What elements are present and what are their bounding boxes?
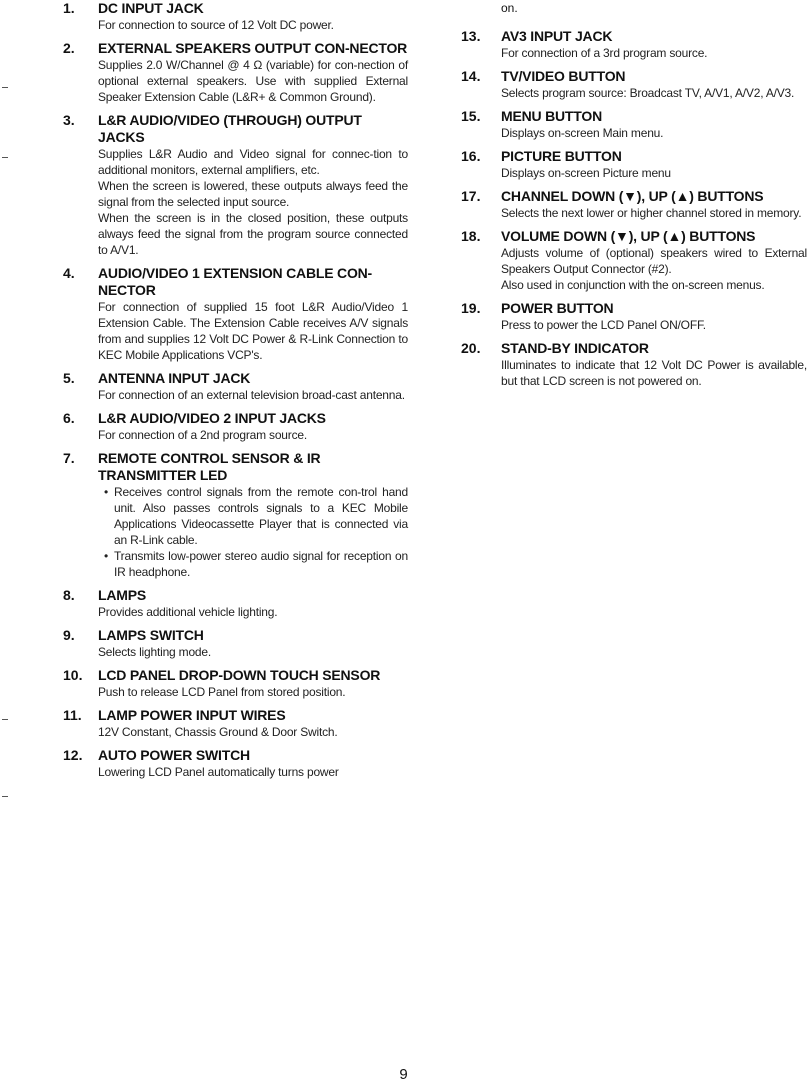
spec-item xyxy=(58,410,408,443)
item-number: 10. xyxy=(63,667,83,683)
item-number: 4. xyxy=(63,265,75,281)
spec-item xyxy=(58,587,408,620)
item-title: L&R AUDIO/VIDEO (THROUGH) OUTPUT JACKS xyxy=(98,112,362,145)
item-title: LCD PANEL DROP-DOWN TOUCH SENSOR xyxy=(98,667,381,683)
spec-item xyxy=(58,0,408,33)
spec-item xyxy=(58,112,408,258)
item-number: 2. xyxy=(63,40,75,56)
item-number: 19. xyxy=(461,300,481,316)
item-title: PICTURE BUTTON xyxy=(501,148,622,164)
spec-item xyxy=(58,450,408,580)
item-number: 17. xyxy=(461,188,481,204)
item-description: Displays on-screen Picture menu xyxy=(501,166,671,180)
item-description: Illuminates to indicate that 12 Volt DC Power is available, but that LCD screen is not powered on. xyxy=(501,358,807,388)
item-title: REMOTE CONTROL SENSOR & IR TRANSMITTER LED xyxy=(98,450,321,483)
item-title: LAMPS xyxy=(98,587,147,603)
item-description: Displays on-screen Main menu. xyxy=(501,126,664,140)
item-title: MENU BUTTON xyxy=(501,108,602,124)
spec-item xyxy=(58,370,408,403)
item-description: Selects program source: Broadcast TV, A/V1, A/V2, A/V3. xyxy=(501,86,795,100)
item-title: STAND-BY INDICATOR xyxy=(501,340,649,356)
item-title: ANTENNA INPUT JACK xyxy=(98,370,251,386)
item-description: For connection of supplied 15 foot L&R Audio/Video 1 Extension Cable. The Extension Cable receives A/V signals from and supplies 12 Volt DC Power & R-Link Connection to KEC Mobile Applications VCP's. xyxy=(98,300,408,362)
item-description: Adjusts volume of (optional) speakers wired to External Speakers Output Connector (#2). xyxy=(501,246,807,276)
item-number: 1. xyxy=(63,0,75,16)
item-title: TV/VIDEO BUTTON xyxy=(501,68,626,84)
item-title: LAMPS SWITCH xyxy=(98,627,204,643)
item-description: Selects the next lower or higher channel stored in memory. xyxy=(501,206,802,220)
right-column xyxy=(461,0,807,396)
spec-item xyxy=(461,340,807,389)
bullet-item: • Receives control signals from the remote con-trol hand unit. Also passes controls signals to a KEC Mobile Applications Videocassette Player that is connected via an R-Link cable. xyxy=(104,484,408,548)
spec-item xyxy=(461,188,807,221)
spec-item xyxy=(58,627,408,660)
spec-item xyxy=(58,265,408,363)
item-title: AUDIO/VIDEO 1 EXTENSION CABLE CON-NECTOR xyxy=(98,265,373,298)
margin-mark xyxy=(2,796,8,797)
left-column xyxy=(58,0,408,787)
item-number: 9. xyxy=(63,627,75,643)
spec-item xyxy=(461,28,807,61)
spec-item xyxy=(461,148,807,181)
item-title: DC INPUT JACK xyxy=(98,0,204,16)
item-description: For connection of an external television broad-cast antenna. xyxy=(98,388,405,402)
item-description: Supplies L&R Audio and Video signal for connec-tion to additional monitors, external amplifiers, etc. xyxy=(98,147,408,177)
item-title: VOLUME DOWN (▼), UP (▲) BUTTONS xyxy=(501,228,756,244)
margin-mark xyxy=(2,719,8,720)
item-description: 12V Constant, Chassis Ground & Door Switch. xyxy=(98,725,338,739)
item-number: 18. xyxy=(461,228,481,244)
spec-item xyxy=(461,228,807,293)
item-description: Lowering LCD Panel automatically turns power xyxy=(98,765,339,779)
spec-item xyxy=(461,68,807,101)
page-number: 9 xyxy=(399,1066,408,1083)
item-title: EXTERNAL SPEAKERS OUTPUT CON-NECTOR xyxy=(98,40,408,56)
item-description: For connection to source of 12 Volt DC power. xyxy=(98,18,334,32)
item-description: When the screen is in the closed position, these outputs always feed the signal from the program source connected to A/V1. xyxy=(98,211,408,257)
item-number: 6. xyxy=(63,410,75,426)
spec-item xyxy=(461,300,807,333)
item-description: Also used in conjunction with the on-screen menus. xyxy=(501,278,765,292)
item-description: For connection of a 3rd program source. xyxy=(501,46,708,60)
item-description: Press to power the LCD Panel ON/OFF. xyxy=(501,318,706,332)
spec-item xyxy=(58,667,408,700)
item-number: 5. xyxy=(63,370,75,386)
spec-item xyxy=(58,40,408,105)
spec-item xyxy=(58,707,408,740)
item-number: 12. xyxy=(63,747,83,763)
item-number: 16. xyxy=(461,148,481,164)
item-title: LAMP POWER INPUT WIRES xyxy=(98,707,286,723)
item-number: 15. xyxy=(461,108,481,124)
bullet-item: • Transmits low-power stereo audio signal for reception on IR headphone. xyxy=(104,548,408,580)
item-description: When the screen is lowered, these outputs always feed the signal from the selected input source. xyxy=(98,179,408,209)
margin-mark xyxy=(2,157,8,158)
item-number: 8. xyxy=(63,587,75,603)
item-number: 7. xyxy=(63,450,75,466)
item-description: For connection of a 2nd program source. xyxy=(98,428,307,442)
item-number: 3. xyxy=(63,112,75,128)
item-number: 11. xyxy=(63,707,82,723)
margin-mark xyxy=(2,87,8,88)
item-description: Push to release LCD Panel from stored position. xyxy=(98,685,346,699)
item-number: 13. xyxy=(461,28,481,44)
item-number: 14. xyxy=(461,68,481,84)
item-title: L&R AUDIO/VIDEO 2 INPUT JACKS xyxy=(98,410,326,426)
item-title: CHANNEL DOWN (▼), UP (▲) BUTTONS xyxy=(501,188,764,204)
bullet-list xyxy=(98,484,408,580)
continuation-text: on. xyxy=(501,1,518,15)
spec-item xyxy=(58,747,408,780)
item-description: Provides additional vehicle lighting. xyxy=(98,605,278,619)
item-title: POWER BUTTON xyxy=(501,300,614,316)
item-number: 20. xyxy=(461,340,481,356)
item-description: Selects lighting mode. xyxy=(98,645,211,659)
item-title: AUTO POWER SWITCH xyxy=(98,747,250,763)
item-description: Supplies 2.0 W/Channel @ 4 Ω (variable) for con-nection of optional external speakers. Use with supplied External Speaker Extension Cable (L&R+ & Common Ground). xyxy=(98,58,408,104)
spec-item xyxy=(461,108,807,141)
item-title: AV3 INPUT JACK xyxy=(501,28,613,44)
